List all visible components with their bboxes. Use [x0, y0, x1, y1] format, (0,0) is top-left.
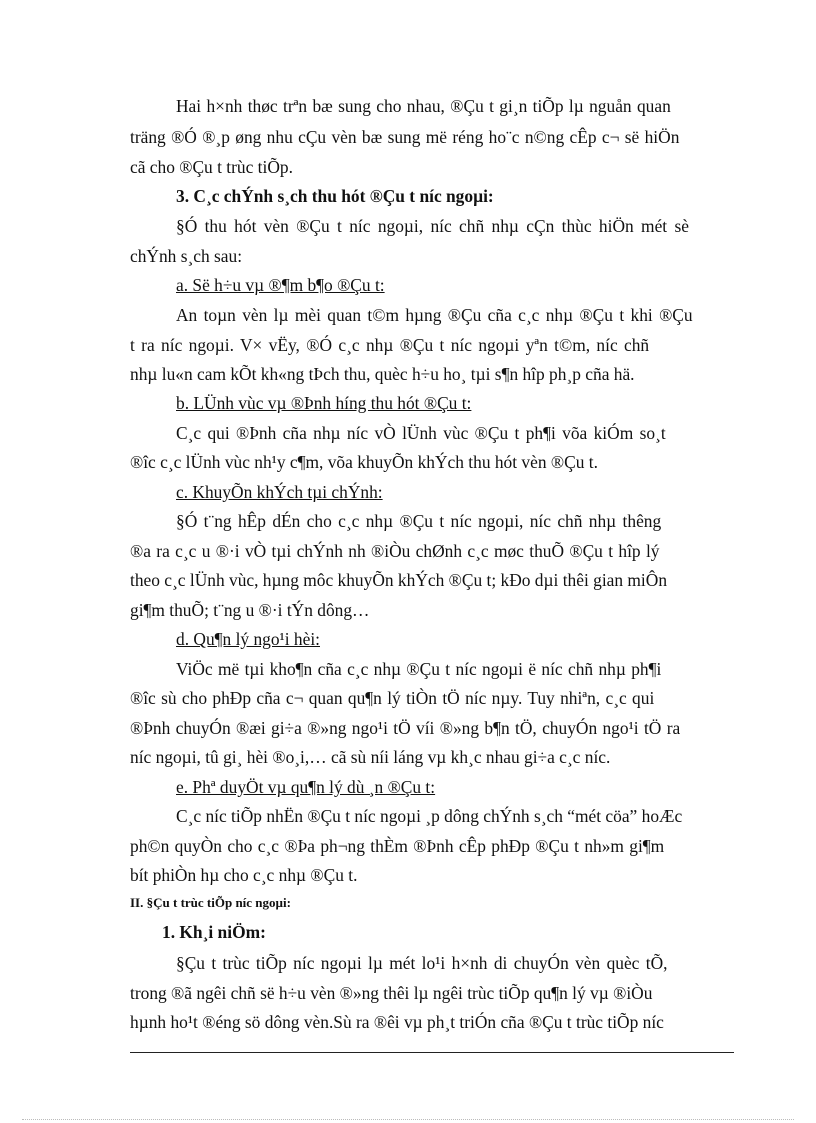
paragraph-line: §Çu t trùc tiÕp níc ngoµi lµ mét lo¹i h×nh di chuyÓn vèn quèc tÕ,	[176, 953, 668, 973]
footer-rule	[130, 1052, 734, 1053]
paragraph-line: An toµn vèn lµ mèi quan t©m hµng ®Çu cña c¸c nhµ ®Çu t khi ®Çu	[176, 305, 693, 325]
paragraph-line: theo c¸c lÜnh vùc, hµng môc khuyÕn khÝch ®Çu t; kÐo dµi thêi gian miÔn	[130, 570, 668, 590]
paragraph-line: t ra níc ngoµi. V× vËy, ®Ó c¸c nhµ ®Çu t níc ngoµi yªn t©m, níc chñ	[130, 335, 650, 355]
paragraph-line: hµnh ho¹t ®éng sö dông vèn.Sù ra ®êi vµ ph¸t triÓn cña ®Çu t trùc tiÕp níc	[130, 1012, 664, 1032]
paragraph-line: §Ó t¨ng hÊp dÉn cho c¸c nhµ ®Çu t níc ngoµi, níc chñ nhµ thêng	[176, 511, 662, 531]
section-heading: 1. Kh¸i niÖm:	[162, 922, 266, 942]
subheading: b. LÜnh vùc vµ ®Þnh híng thu hót ®Çu t:	[176, 393, 472, 413]
paragraph-line: gi¶m thuÕ; t¨ng u ®·i tÝn dông…	[130, 600, 370, 620]
paragraph-line: ViÖc më tµi kho¶n cña c¸c nhµ ®Çu t níc ngoµi ë níc chñ nhµ ph¶i	[176, 659, 662, 679]
paragraph-line: träng ®Ó ®¸p øng nhu cÇu vèn bæ sung më réng ho¨c n©ng cÊp c¬ së hiÖn	[130, 127, 680, 147]
paragraph-line: trong ®ã ngêi chñ së h÷u vèn ®»ng thêi lµ ngêi trùc tiÕp qu¶n lý vµ ®iÒu	[130, 983, 653, 1003]
subheading: d. Qu¶n lý ngo¹i hèi:	[176, 629, 320, 649]
paragraph-line: ®îc c¸c lÜnh vùc nh¹y c¶m, võa khuyÕn khÝch thu hót vèn ®Çu t.	[130, 452, 598, 472]
paragraph-line: C¸c qui ®Þnh cña nhµ níc vÒ lÜnh vùc ®Çu t ph¶i võa kiÓm so¸t	[176, 423, 666, 443]
paragraph-line: C¸c níc tiÕp nhËn ®Çu t níc ngoµi ¸p dông chÝnh s¸ch “mét cöa” hoÆc	[176, 806, 683, 826]
paragraph-line: chÝnh s¸ch sau:	[130, 246, 243, 266]
subheading: e. Phª duyÖt vµ qu¶n lý dù ¸n ®Çu t:	[176, 777, 436, 797]
paragraph-line: níc ngoµi, tû gi¸ hèi ®o¸i,… cã sù níi láng vµ kh¸c nhau gi÷a c¸c níc.	[130, 747, 611, 767]
paragraph-line: cã cho ®Çu t trùc tiÕp.	[130, 157, 293, 177]
paragraph-line: nhµ lu«n cam kÕt kh«ng tÞch thu, quèc h÷u ho¸ tµi s¶n hîp ph¸p cña hä.	[130, 364, 635, 384]
paragraph-line: ®Þnh chuyÓn ®æi gi÷a ®»ng ngo¹i tÖ víi ®»ng b¶n tÖ, chuyÓn ngo¹i tÖ ra	[130, 718, 681, 738]
paragraph-line: ph©n quyÒn cho c¸c ®Þa ph¬ng thÈm ®Þnh cÊp phÐp ®Çu t nh»m gi¶m	[130, 836, 665, 856]
page-break-line	[22, 1119, 794, 1120]
paragraph-line: ®îc sù cho phÐp cña c¬ quan qu¶n lý tiÒn tÖ níc nµy. Tuy nhiªn, c¸c qui	[130, 688, 655, 708]
paragraph-line: bít phiÒn hµ cho c¸c nhµ ®Çu t.	[130, 865, 358, 885]
subheading: a. Së h÷u vµ ®¶m b¶o ®Çu t:	[176, 275, 385, 295]
section-heading: 3. C¸c chÝnh s¸ch thu hót ®Çu t níc ngoµi:	[176, 186, 494, 206]
paragraph-line: ®a ra c¸c u ®·i vÒ tµi chÝnh nh ®iÒu chØnh c¸c møc thuÕ ®Çu t hîp lý	[130, 541, 660, 561]
subheading: c. KhuyÕn khÝch tµi chÝnh:	[176, 482, 383, 502]
chapter-heading: II. §Çu t trùc tiÕp níc ngoµi:	[130, 895, 291, 910]
paragraph-line: §Ó thu hót vèn ®Çu t níc ngoµi, níc chñ nhµ cÇn thùc hiÖn mét sè	[176, 216, 689, 236]
paragraph-line: Hai h×nh thøc trªn bæ sung cho nhau, ®Çu t gi¸n tiÕp lµ nguån quan	[176, 96, 671, 116]
